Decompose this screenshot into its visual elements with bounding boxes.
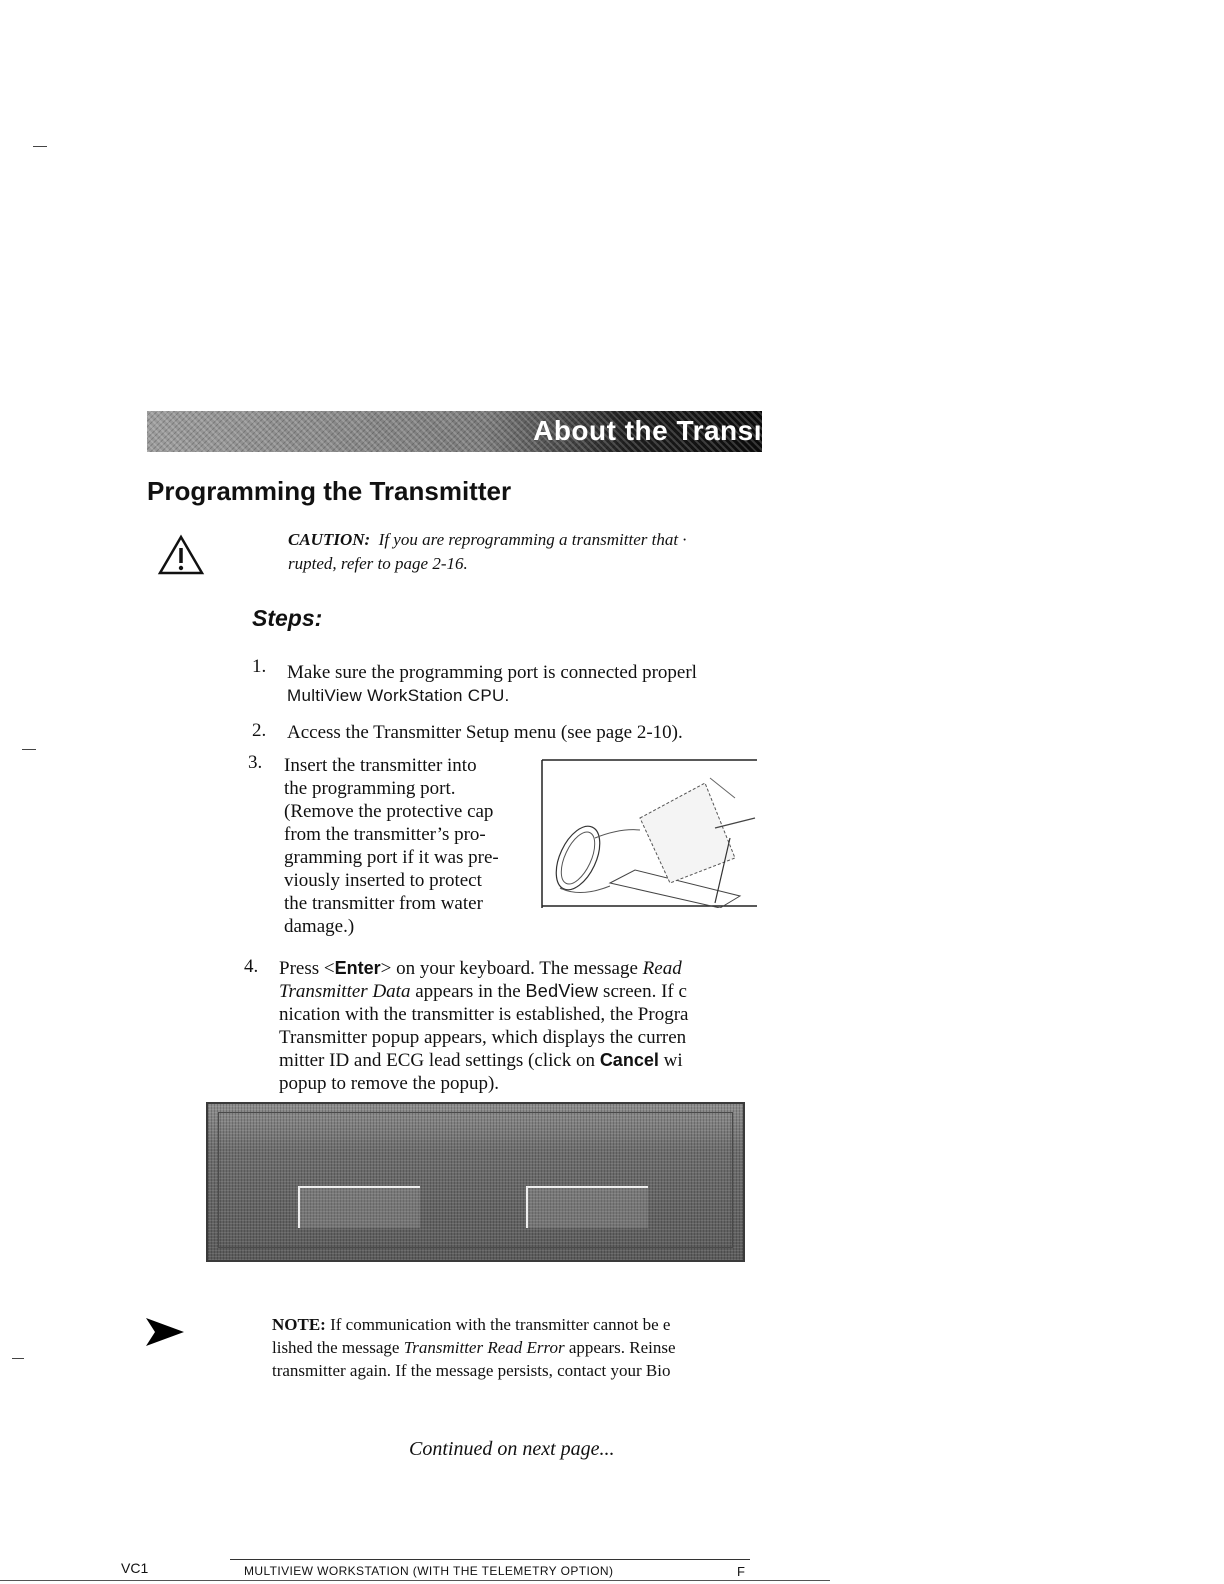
scan-speck [33, 146, 47, 147]
step-3-text [284, 754, 534, 938]
program-transmitter-popup-image [206, 1102, 745, 1262]
caution-line-2: rupted, refer to page 2-16. [288, 554, 468, 573]
scan-speck [22, 749, 36, 750]
step-3-number: 3. [248, 752, 263, 773]
continued-label: Continued on next page... [409, 1438, 615, 1460]
footer-doc-code: VC1 [121, 1560, 149, 1576]
step-3-line: the transmitter from water [284, 893, 483, 914]
step-3-line: viously inserted to protect [284, 870, 482, 891]
step-3-line: the programming port. [284, 778, 456, 799]
step-2-number: 2. [252, 720, 267, 741]
caution-text [288, 528, 764, 576]
step-4-text-part: Press < [279, 958, 335, 979]
section-banner [147, 411, 762, 452]
step-4-text-part: popup to remove the popup). [279, 1073, 500, 1094]
step-1-line-2: MultiView WorkStation CPU. [287, 686, 510, 705]
step-3-line: from the transmitter’s pro- [284, 824, 486, 845]
step-2-text: Access the Transmitter Setup menu (see page 2-10). [287, 722, 683, 743]
scan-speck [12, 1358, 24, 1359]
caution-line-1: If you are reprogramming a transmitter that · [378, 530, 687, 549]
page-bottom-rule [0, 1580, 830, 1581]
transmitter-port-illustration [540, 758, 757, 908]
step-3-line: Insert the transmitter into [284, 755, 477, 776]
step-1-text [287, 661, 762, 707]
enter-key-label: Enter [334, 958, 381, 978]
note-label: NOTE: [272, 1315, 326, 1334]
step-4-text-part: mitter ID and ECG lead settings (click on [279, 1050, 600, 1071]
step-4-text-part: nication with the transmitter is established, the Progra [279, 1004, 689, 1025]
note-line-2-end: appears. Reinse [564, 1338, 676, 1357]
step-4-number: 4. [244, 956, 259, 977]
step-4-text-part: wi [658, 1050, 683, 1071]
step-4-text [279, 957, 753, 1095]
popup-frame [218, 1112, 733, 1248]
note-line-2-italic: Transmitter Read Error [403, 1338, 565, 1357]
cancel-key-label: Cancel [599, 1050, 659, 1070]
page-title: Programming the Transmitter [147, 476, 512, 506]
note-line-1: If communication with the transmitter cannot be e [325, 1315, 671, 1334]
caution-label: CAUTION: [288, 530, 371, 549]
popup-field [526, 1186, 648, 1228]
footer-page-ref: F [737, 1564, 745, 1579]
steps-heading: Steps: [252, 605, 323, 631]
step-3-line: gramming port if it was pre- [284, 847, 499, 868]
step-1-number: 1. [252, 656, 267, 677]
step-4-text-part: Transmitter Data [279, 981, 411, 1002]
note-arrow-icon [146, 1318, 184, 1346]
step-4-text-part: appears in the [410, 981, 526, 1002]
footer-product-title: MULTIVIEW WORKSTATION (WITH THE TELEMETRY OPTION) [244, 1564, 614, 1578]
caution-icon [157, 534, 205, 576]
popup-field [298, 1186, 420, 1228]
footer-rule [230, 1559, 750, 1560]
step-4-text-part: > on your keyboard. The message [380, 958, 643, 979]
bedview-label: BedView [525, 981, 599, 1001]
step-4-text-part: Transmitter popup appears, which displays the curren [279, 1027, 687, 1048]
step-1-line-1: Make sure the programming port is connected properl [287, 662, 697, 683]
step-3-line: damage.) [284, 916, 355, 937]
note-text [272, 1313, 750, 1382]
step-4-text-part: Read [642, 958, 682, 979]
step-3-line: (Remove the protective cap [284, 801, 494, 822]
step-4-text-part: screen. If c [598, 981, 687, 1002]
note-line-2: lished the message [272, 1338, 404, 1357]
section-banner-title: About the Transı [533, 415, 762, 446]
note-line-3: transmitter again. If the message persists, contact your Bio [272, 1361, 671, 1380]
